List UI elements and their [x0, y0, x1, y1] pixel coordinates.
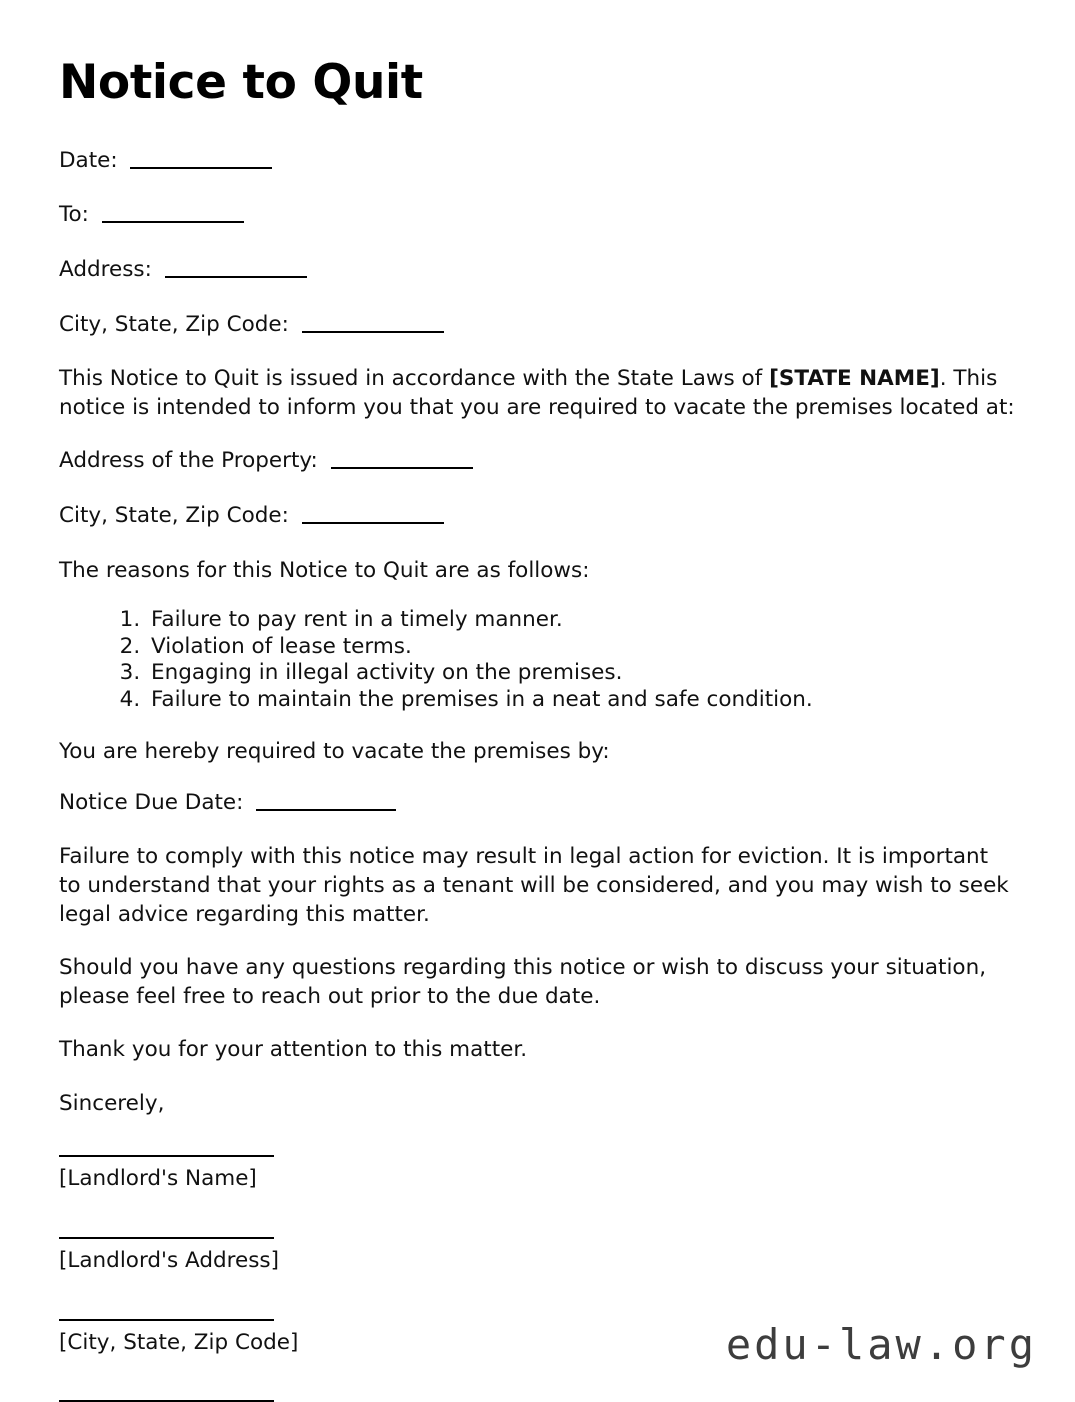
signature-label-landlord-address: [Landlord's Address]	[59, 1247, 280, 1273]
field-blank-city-state-zip[interactable]	[302, 331, 444, 333]
field-blank-notice-due-date[interactable]	[256, 809, 396, 811]
field-label-property-city-state-zip: City, State, Zip Code:	[59, 502, 289, 528]
signature-label-landlord-name: [Landlord's Name]	[59, 1165, 257, 1191]
questions-paragraph: Should you have any questions regarding this notice or wish to discuss your situation, please feel free to reach out prior to the due date.	[59, 955, 987, 1009]
reasons-heading: The reasons for this Notice to Quit are as follows:	[59, 557, 590, 583]
field-row-address	[59, 256, 1015, 285]
signature-label-city-state-zip: [City, State, Zip Code]	[59, 1329, 299, 1355]
intro-text-after: . This notice is intended to inform you that you are required to vacate the premises located at:	[59, 366, 1015, 420]
field-row-to	[59, 201, 1015, 230]
list-item: 4. Failure to maintain the premises in a neat and safe condition.	[147, 687, 1015, 714]
reasons-list	[59, 607, 1015, 713]
list-item: 1. Failure to pay rent in a timely manner.	[147, 607, 1015, 634]
thanks-paragraph: Thank you for your attention to this matter.	[59, 1037, 528, 1063]
intro-paragraph	[59, 365, 1015, 422]
compliance-paragraph: Failure to comply with this notice may result in legal action for eviction. It is important to understand that your rights as a tenant will be considered, and you may wish to seek legal advice regarding this matter.	[59, 844, 1009, 927]
field-blank-address[interactable]	[165, 276, 307, 278]
field-label-date: Date:	[59, 147, 118, 173]
signature-line-name[interactable]	[59, 1155, 274, 1157]
closing-salutation: Sincerely,	[59, 1091, 165, 1117]
signature-line-address[interactable]	[59, 1237, 274, 1239]
field-blank-property-address[interactable]	[331, 467, 473, 469]
list-item: 2. Violation of lease terms.	[147, 634, 1015, 661]
field-row-date	[59, 147, 1015, 176]
field-label-property-address: Address of the Property:	[59, 448, 318, 474]
page-title: Notice to Quit	[59, 55, 423, 110]
field-row-property-city-state-zip	[59, 502, 1015, 531]
field-row-city-state-zip	[59, 311, 1015, 340]
field-label-notice-due-date: Notice Due Date:	[59, 789, 244, 815]
field-blank-property-city-state-zip[interactable]	[302, 522, 444, 524]
field-label-address: Address:	[59, 256, 152, 282]
field-blank-date[interactable]	[130, 167, 272, 169]
field-blank-to[interactable]	[102, 221, 244, 223]
state-name-placeholder: [STATE NAME]	[769, 366, 940, 392]
field-label-to: To:	[59, 202, 89, 228]
intro-text-before: This Notice to Quit is issued in accordance with the State Laws of	[59, 366, 770, 392]
signature-line-city-state-zip[interactable]	[59, 1319, 274, 1321]
list-item: 3. Engaging in illegal activity on the premises.	[147, 660, 1015, 687]
vacate-instruction: You are hereby required to vacate the premises by:	[59, 739, 610, 765]
field-label-city-state-zip: City, State, Zip Code:	[59, 311, 289, 337]
site-watermark: edu-law.org	[725, 1320, 1037, 1369]
field-row-property-address	[59, 447, 1015, 476]
field-row-notice-due-date	[59, 789, 1015, 818]
